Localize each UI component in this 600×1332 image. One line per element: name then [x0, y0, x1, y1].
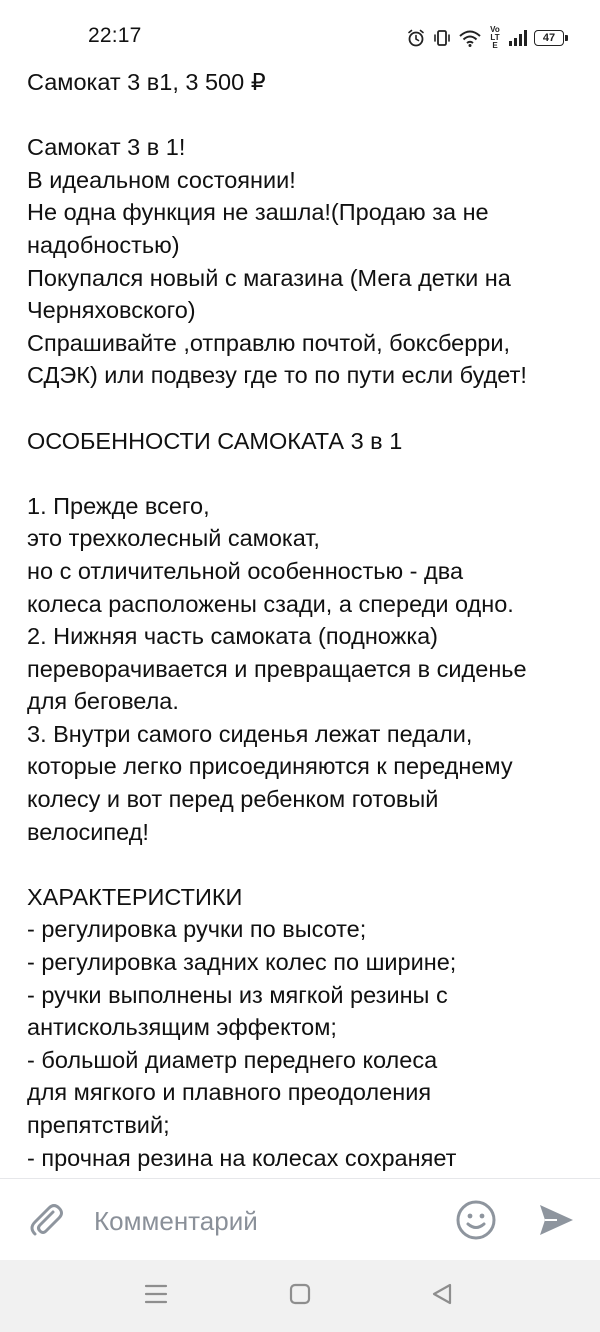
- wifi-icon: [458, 28, 482, 48]
- post-text-line: но с отличительной особенностью - два: [27, 557, 464, 584]
- post-text-line: [27, 99, 587, 132]
- volte-icon: [488, 26, 502, 50]
- post-text-line: велосипед!: [27, 818, 149, 845]
- post-text-line: СДЭК) или подвезу где то по пути если будет!: [27, 362, 527, 389]
- volte-label: Vo LTE: [490, 25, 500, 50]
- signal-icon: [508, 29, 528, 47]
- post-text-line: 3. Внутри самого сиденья лежат педали,: [27, 720, 473, 747]
- attach-button[interactable]: [26, 1200, 66, 1240]
- post-text-line: Черняховского): [27, 297, 196, 324]
- post-text-line: - прочная резина на колесах сохраняет: [27, 1144, 457, 1171]
- vibrate-icon: [432, 28, 452, 48]
- post-text-line: 1. Прежде всего,: [27, 492, 210, 519]
- battery-icon: [534, 30, 564, 46]
- post-text-line: препятствий;: [27, 1112, 170, 1138]
- nav-back-button[interactable]: [426, 1280, 458, 1312]
- status-icons: [406, 25, 564, 51]
- navigation-bar: [0, 1260, 600, 1332]
- post-text-line: надобностью): [27, 231, 180, 258]
- post-text-line: - регулировка задних колес по ширине;: [27, 949, 457, 976]
- emoji-button[interactable]: [455, 1199, 497, 1241]
- post-text-line: Самокат 3 в 1!: [27, 134, 186, 161]
- post-text-line: для мягкого и плавного преодоления: [27, 1079, 432, 1106]
- status-time: 22:17: [88, 24, 142, 47]
- post-text-line: Самокат 3 в1, 3 500 ₽: [27, 69, 266, 95]
- post-text-line: Спрашивайте ,отправлю почтой, боксберри,: [27, 329, 511, 356]
- home-icon: [288, 1282, 312, 1311]
- post-text-line: ОСОБЕННОСТИ САМОКАТА 3 в 1: [27, 427, 403, 454]
- nav-menu-button[interactable]: [140, 1280, 172, 1312]
- post-text-line: - ручки выполнены из мягкой резины с: [27, 981, 448, 1008]
- post-text-line: ХАРАКТЕРИСТИКИ: [27, 883, 243, 910]
- menu-icon: [144, 1283, 168, 1310]
- post-text-line: для беговела.: [27, 688, 179, 715]
- post-text-line: Покупался новый с магазина (Мега детки на: [27, 264, 511, 291]
- post-text-line: колеса расположены сзади, а спереди одно.: [27, 590, 514, 617]
- post-text-line: [27, 457, 587, 490]
- nav-home-button[interactable]: [284, 1280, 316, 1312]
- post-text-line: это трехколесный самокат,: [27, 525, 320, 552]
- post-text-line: В идеальном состоянии!: [27, 166, 296, 193]
- post-text-line: Не одна функция не зашла!(Продаю за не: [27, 199, 489, 226]
- post-text-line: [27, 848, 587, 881]
- post-text-line: которые легко присоединяются к переднему: [27, 753, 513, 780]
- post-text-line: 2. Нижняя часть самоката (подножка): [27, 623, 439, 650]
- status-bar: [0, 0, 600, 70]
- send-button[interactable]: [537, 1201, 575, 1239]
- comment-bar: [0, 1178, 600, 1260]
- post-text-line: антискользящим эффектом;: [27, 1014, 337, 1041]
- alarm-icon: [406, 28, 426, 48]
- post-text-line: [27, 392, 587, 425]
- post-text-line: переворачивается и превращается в сиденье: [27, 655, 527, 682]
- post-text-line: - большой диаметр переднего колеса: [27, 1046, 438, 1073]
- paperclip-icon: [26, 1227, 66, 1244]
- battery-level: 47: [542, 32, 556, 44]
- back-icon: [430, 1282, 454, 1311]
- post-text-line: - регулировка ручки по высоте;: [27, 916, 367, 943]
- post-text-line: колесу и вот перед ребенком готовый: [27, 786, 439, 813]
- send-icon: [537, 1226, 575, 1243]
- post-content: [27, 66, 587, 1178]
- smiley-icon: [455, 1228, 497, 1245]
- comment-input[interactable]: [94, 1201, 434, 1241]
